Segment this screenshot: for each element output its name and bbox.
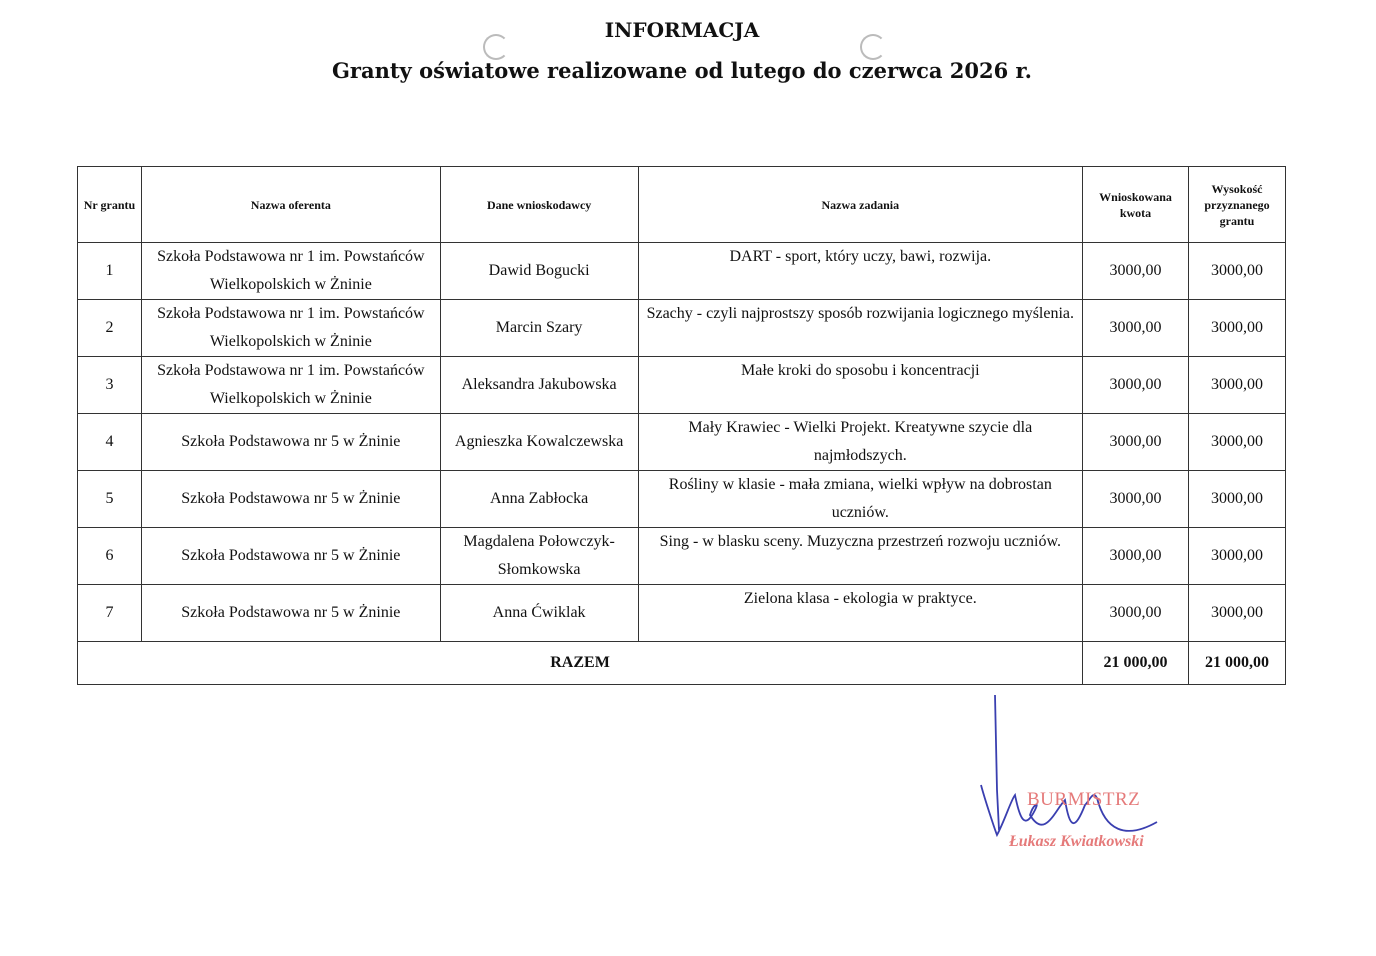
cell-wnioskodawca: Marcin Szary	[440, 300, 638, 357]
header-kwota: Wnioskowana kwota	[1083, 167, 1189, 243]
total-grant: 21 000,00	[1189, 642, 1286, 685]
cell-oferent: Szkoła Podstawowa nr 1 im. Powstańców Wielkopolskich w Żninie	[141, 300, 440, 357]
cell-nr: 3	[78, 357, 142, 414]
cell-wnioskodawca: Dawid Bogucki	[440, 243, 638, 300]
cell-zadanie: Mały Krawiec - Wielki Projekt. Kreatywne szycie dla najmłodszych.	[638, 414, 1083, 471]
cell-zadanie: Zielona klasa - ekologia w praktyce.	[638, 585, 1083, 642]
cell-wnioskodawca: Aleksandra Jakubowska	[440, 357, 638, 414]
cell-oferent: Szkoła Podstawowa nr 5 w Żninie	[141, 414, 440, 471]
cell-grant: 3000,00	[1189, 300, 1286, 357]
stamp-title: BURMISTRZ	[1027, 789, 1141, 810]
cell-wnioskodawca: Agnieszka Kowalczewska	[440, 414, 638, 471]
cell-oferent: Szkoła Podstawowa nr 1 im. Powstańców Wielkopolskich w Żninie	[141, 243, 440, 300]
table-header-row	[78, 167, 1286, 243]
table-row	[78, 528, 1286, 585]
total-kwota: 21 000,00	[1083, 642, 1189, 685]
cell-kwota: 3000,00	[1083, 471, 1189, 528]
cell-oferent: Szkoła Podstawowa nr 1 im. Powstańców Wielkopolskich w Żninie	[141, 357, 440, 414]
cell-zadanie: Rośliny w klasie - mała zmiana, wielki wpływ na dobrostan uczniów.	[638, 471, 1083, 528]
cell-kwota: 3000,00	[1083, 243, 1189, 300]
cell-wnioskodawca: Anna Zabłocka	[440, 471, 638, 528]
total-label: RAZEM	[78, 642, 1083, 685]
cell-grant: 3000,00	[1189, 471, 1286, 528]
cell-grant: 3000,00	[1189, 528, 1286, 585]
cell-kwota: 3000,00	[1083, 585, 1189, 642]
cell-zadanie: Małe kroki do sposobu i koncentracji	[638, 357, 1083, 414]
header-grant: Wysokość przyznanego grantu	[1189, 167, 1286, 243]
document-title: INFORMACJA	[604, 18, 760, 42]
stamp-name: Łukasz Kwiatkowski	[1009, 833, 1144, 850]
cell-wnioskodawca: Magdalena Połowczyk-Słomkowska	[440, 528, 638, 585]
cell-zadanie: Sing - w blasku sceny. Muzyczna przestrzeń rozwoju uczniów.	[638, 528, 1083, 585]
document-subtitle: Granty oświatowe realizowane od lutego do czerwca 2026 r.	[331, 58, 1032, 83]
table-row	[78, 471, 1286, 528]
header-zadanie: Nazwa zadania	[638, 167, 1083, 243]
table-row	[78, 243, 1286, 300]
cell-kwota: 3000,00	[1083, 414, 1189, 471]
cell-wnioskodawca: Anna Ćwiklak	[440, 585, 638, 642]
cell-grant: 3000,00	[1189, 585, 1286, 642]
cell-kwota: 3000,00	[1083, 357, 1189, 414]
cell-kwota: 3000,00	[1083, 300, 1189, 357]
cell-nr: 6	[78, 528, 142, 585]
cell-grant: 3000,00	[1189, 357, 1286, 414]
cell-oferent: Szkoła Podstawowa nr 5 w Żninie	[141, 585, 440, 642]
table-row	[78, 300, 1286, 357]
cell-nr: 7	[78, 585, 142, 642]
punch-hole-mark	[860, 34, 886, 60]
cell-grant: 3000,00	[1189, 243, 1286, 300]
cell-oferent: Szkoła Podstawowa nr 5 w Żninie	[141, 528, 440, 585]
total-row	[78, 642, 1286, 685]
cell-grant: 3000,00	[1189, 414, 1286, 471]
cell-zadanie: DART - sport, który uczy, bawi, rozwija.	[638, 243, 1083, 300]
header-nr: Nr grantu	[78, 167, 142, 243]
cell-kwota: 3000,00	[1083, 528, 1189, 585]
grants-table	[77, 166, 1286, 685]
cell-oferent: Szkoła Podstawowa nr 5 w Żninie	[141, 471, 440, 528]
punch-hole-mark	[483, 34, 509, 60]
table-row	[78, 585, 1286, 642]
header-oferent: Nazwa oferenta	[141, 167, 440, 243]
cell-nr: 4	[78, 414, 142, 471]
cell-nr: 2	[78, 300, 142, 357]
cell-nr: 5	[78, 471, 142, 528]
cell-zadanie: Szachy - czyli najprostszy sposób rozwijania logicznego myślenia.	[638, 300, 1083, 357]
header-wnioskodawca: Dane wnioskodawcy	[440, 167, 638, 243]
table-row	[78, 414, 1286, 471]
cell-nr: 1	[78, 243, 142, 300]
table-row	[78, 357, 1286, 414]
